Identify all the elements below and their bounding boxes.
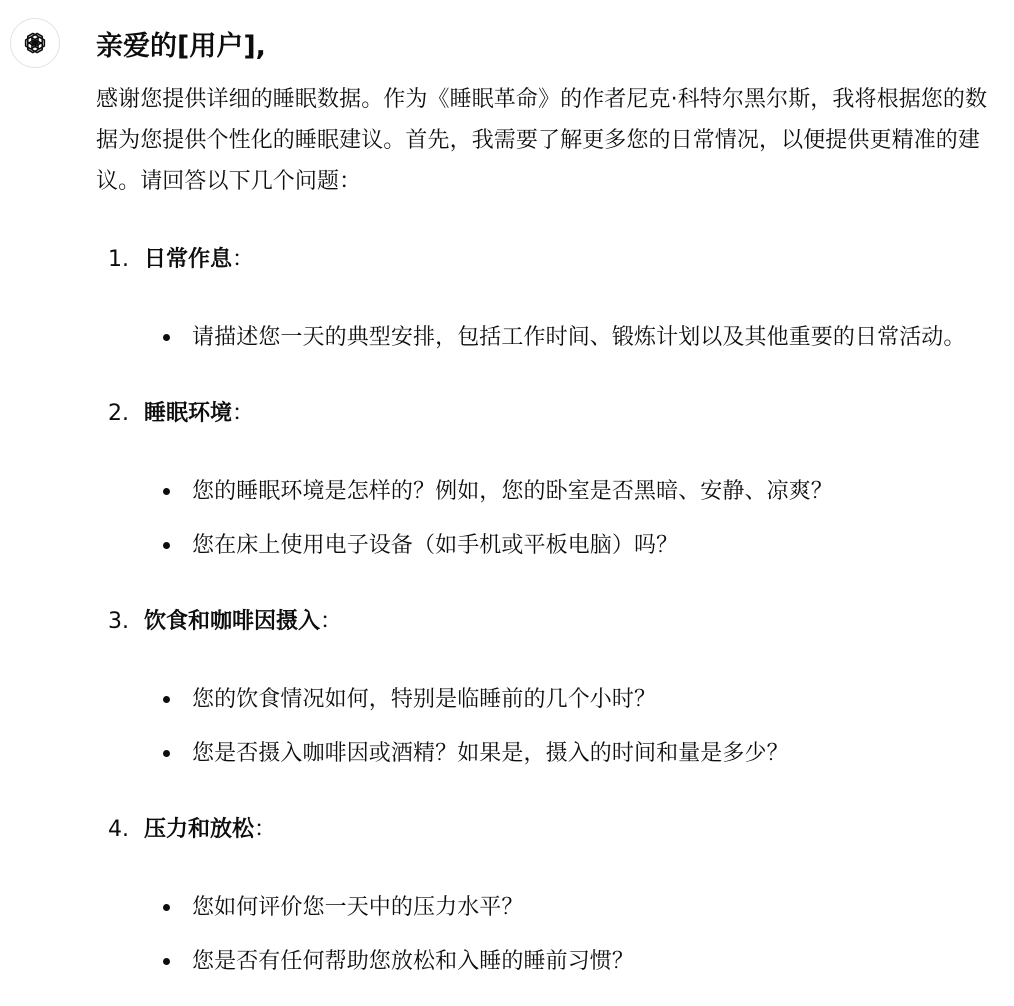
bullet-dot <box>163 334 170 341</box>
bullet-dot <box>163 488 170 495</box>
section-title: 饮食和咖啡因摄入 <box>144 609 321 634</box>
list-item <box>96 733 1002 774</box>
assistant-message <box>96 0 1002 982</box>
question-list <box>96 245 1002 982</box>
section-title: 压力和放松 <box>144 817 255 842</box>
section-diet-caffeine <box>96 607 1002 774</box>
bullet-dot <box>163 696 170 703</box>
list-item <box>96 941 1002 982</box>
list-item-text: 您如何评价您一天中的压力水平？ <box>192 895 524 920</box>
section-sleep-environment <box>96 399 1002 566</box>
section-title: 日常作息 <box>144 247 233 272</box>
list-item-text: 您在床上使用电子设备（如手机或平板电脑）吗？ <box>192 533 679 558</box>
bullet-list <box>96 317 1002 358</box>
section-heading <box>96 607 1002 637</box>
section-colon: ： <box>232 401 255 426</box>
section-number: 1. <box>108 247 129 272</box>
bullet-dot <box>163 750 170 757</box>
section-number: 4. <box>108 817 129 842</box>
section-number: 3. <box>108 609 129 634</box>
section-number: 2. <box>108 401 129 426</box>
bullet-list <box>96 679 1002 774</box>
bullet-list <box>96 471 1002 566</box>
list-item <box>96 679 1002 720</box>
section-colon: ： <box>320 609 343 634</box>
openai-logo-icon <box>21 29 49 57</box>
section-heading <box>96 399 1002 429</box>
list-item-text: 您是否摄入咖啡因或酒精？如果是，摄入的时间和量是多少？ <box>192 741 789 766</box>
section-heading <box>96 815 1002 845</box>
assistant-avatar <box>10 18 60 68</box>
list-item-text: 您的睡眠环境是怎样的？例如，您的卧室是否黑暗、安静、凉爽？ <box>192 479 833 504</box>
intro-paragraph: 感谢您提供详细的睡眠数据。作为《睡眠革命》的作者尼克·科特尔黑尔斯，我将根据您的数据为您提供个性化的睡眠建议。首先，我需要了解更多您的日常情况，以便提供更精准的建议。请回答以下几个问题： <box>96 87 988 194</box>
section-colon: ： <box>254 817 277 842</box>
section-stress-relaxation <box>96 815 1002 982</box>
bullet-dot <box>163 958 170 965</box>
list-item-text: 请描述您一天的典型安排，包括工作时间、锻炼计划以及其他重要的日常活动。 <box>192 325 966 350</box>
list-item <box>96 471 1002 512</box>
section-heading <box>96 245 1002 275</box>
bullet-dot <box>163 542 170 549</box>
list-item <box>96 317 1002 358</box>
section-colon: ： <box>232 247 255 272</box>
list-item-text: 您是否有任何帮助您放松和入睡的睡前习惯？ <box>192 949 635 974</box>
section-daily-routine <box>96 245 1002 358</box>
bullet-dot <box>163 904 170 911</box>
section-title: 睡眠环境 <box>144 401 233 426</box>
list-item <box>96 887 1002 928</box>
list-item-text: 您的饮食情况如何，特别是临睡前的几个小时？ <box>192 687 657 712</box>
list-item <box>96 525 1002 566</box>
bullet-list <box>96 887 1002 982</box>
greeting-heading: 亲爱的[用户], <box>96 31 266 62</box>
